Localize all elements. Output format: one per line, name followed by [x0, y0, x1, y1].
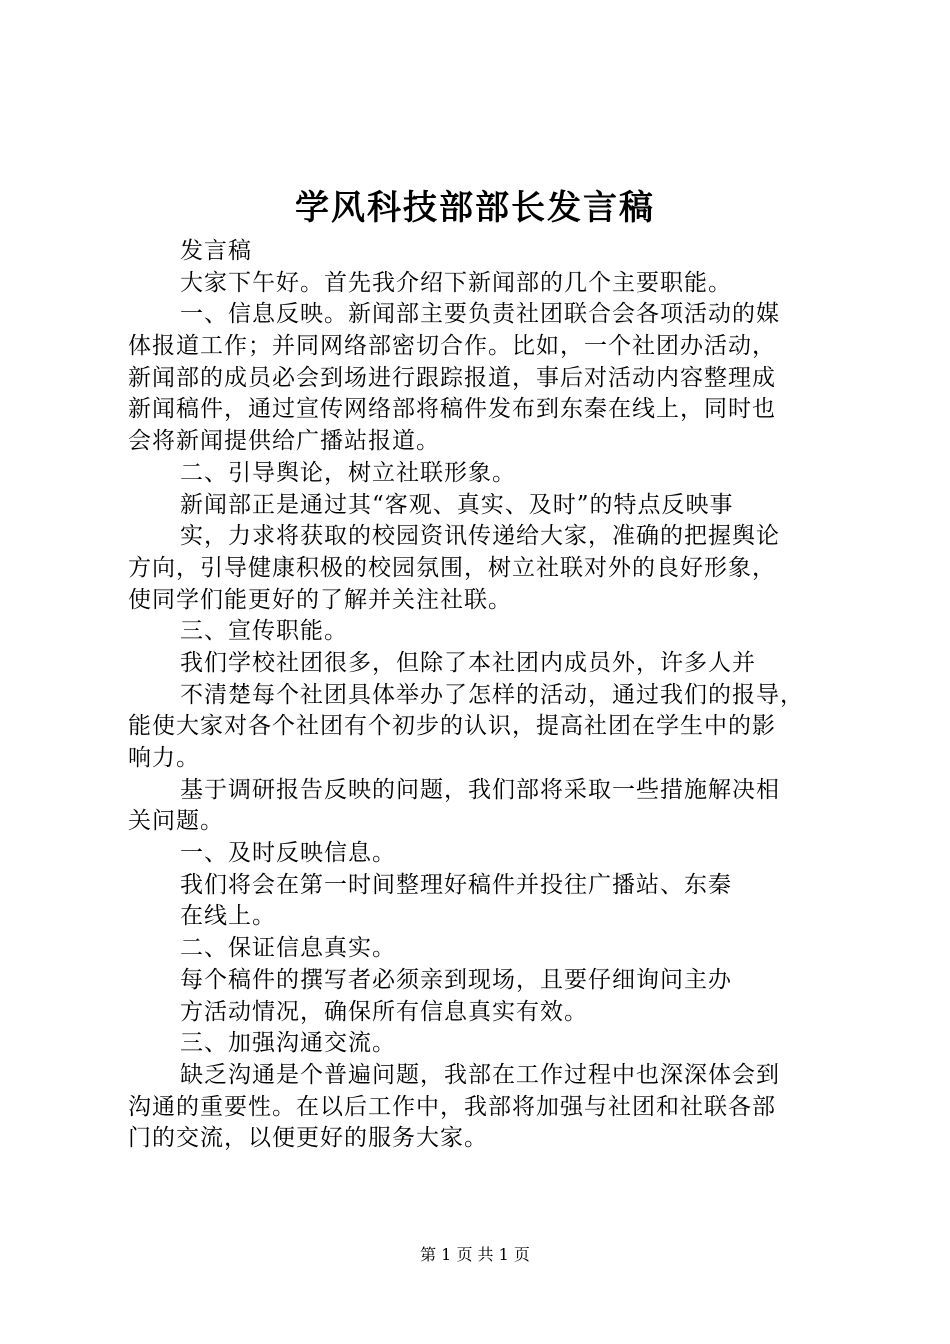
paragraph-line: 在线上。 — [180, 903, 276, 930]
paragraph-line: 沟通的重要性。在以后工作中，我部将加强与社团和社联各部 — [128, 1093, 776, 1120]
paragraph-line: 门的交流，以便更好的服务大家。 — [128, 1125, 488, 1152]
paragraph-line: 实，力求将获取的校园资讯传递给大家，准确的把握舆论 — [180, 523, 780, 550]
paragraph-line: 我们学校社团很多，但除了本社团内成员外，许多人并 — [180, 649, 756, 676]
paragraph-line: 二、引导舆论，树立社联形象。 — [180, 459, 516, 486]
paragraph-line: 新闻部的成员必会到场进行跟踪报道，事后对活动内容整理成 — [128, 364, 776, 391]
paragraph-line: 体报道工作；并同网络部密切合作。比如，一个社团办活动， — [128, 333, 776, 360]
paragraph-line: 不清楚每个社团具体举办了怎样的活动，通过我们的报导， — [180, 681, 804, 708]
paragraph-line: 新闻稿件，通过宣传网络部将稿件发布到东秦在线上，同时也 — [128, 396, 776, 423]
paragraph-line: 一、及时反映信息。 — [180, 840, 396, 867]
paragraph-line: 二、保证信息真实。 — [180, 935, 396, 962]
paragraph-line: 方活动情况，确保所有信息真实有效。 — [180, 998, 588, 1025]
paragraph-line: 方向，引导健康积极的校园氛围，树立社联对外的良好形象， — [128, 554, 776, 581]
paragraph-line: 能使大家对各个社团有个初步的认识，提高社团在学生中的影 — [128, 713, 776, 740]
paragraph-line: 三、加强沟通交流。 — [180, 1030, 396, 1057]
paragraph-line: 基于调研报告反映的问题，我们部将采取一些措施解决相 — [180, 776, 780, 803]
paragraph-line: 每个稿件的撰写者必须亲到现场，且要仔细询问主办 — [180, 966, 732, 993]
paragraph-line: 使同学们能更好的了解并关注社联。 — [128, 586, 512, 613]
paragraph-line: 发言稿 — [180, 238, 252, 264]
paragraph-line: 响力。 — [128, 745, 200, 771]
paragraph-line: 我们将会在第一时间整理好稿件并投往广播站、东秦 — [180, 871, 732, 898]
paragraph-line: 大家下午好。首先我介绍下新闻部的几个主要职能。 — [180, 269, 732, 296]
paragraph-line: 会将新闻提供给广播站报道。 — [128, 428, 440, 455]
page-footer: 第 1 页 共 1 页 — [420, 1245, 530, 1264]
paragraph-line: 新闻部正是通过其“客观、真实、及时”的特点反映事 — [180, 491, 734, 518]
document-title: 学风科技部部长发言稿 — [295, 188, 655, 228]
paragraph-line: 一、信息反映。新闻部主要负责社团联合会各项活动的媒 — [180, 301, 780, 328]
paragraph-line: 三、宣传职能。 — [180, 618, 348, 645]
paragraph-line: 关问题。 — [128, 808, 224, 835]
document-body — [128, 236, 832, 1155]
paragraph-line: 缺乏沟通是个普遍问题，我部在工作过程中也深深体会到 — [180, 1061, 780, 1088]
